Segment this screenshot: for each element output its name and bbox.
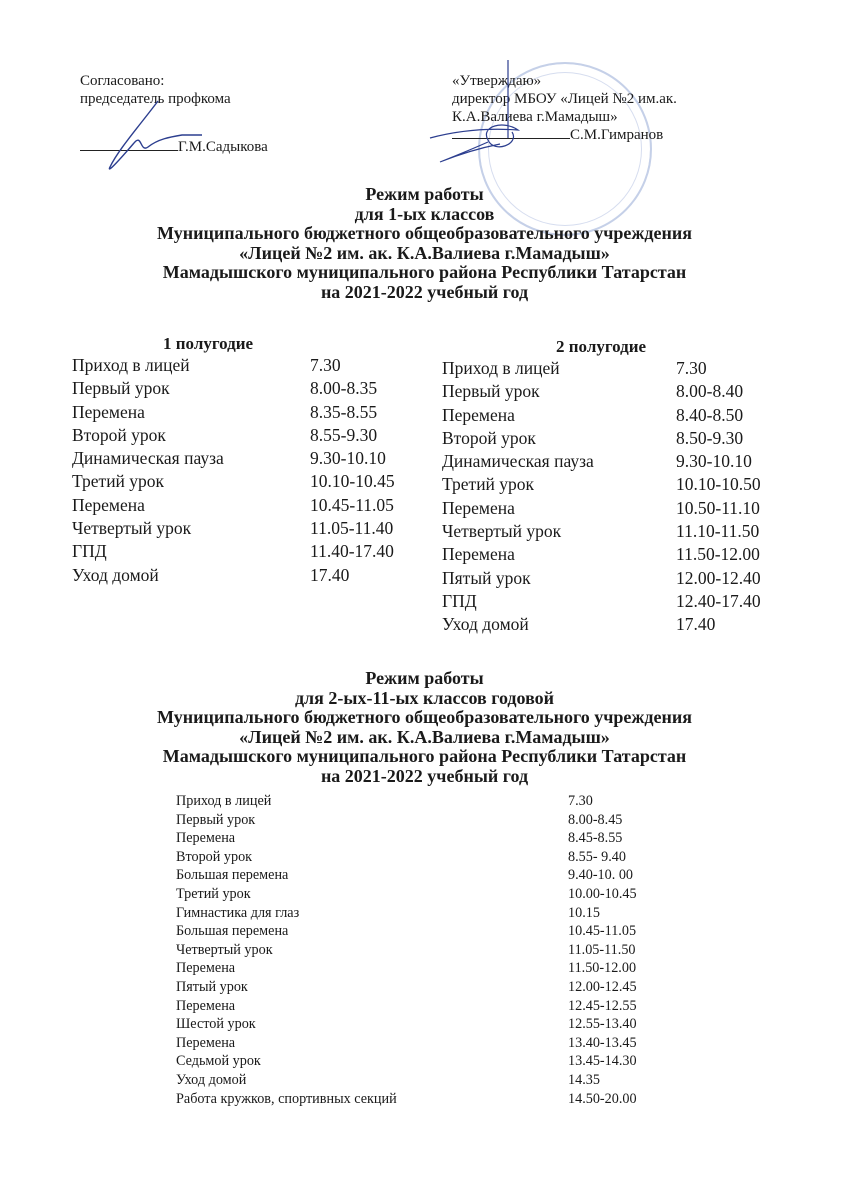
row-label: Пятый урок xyxy=(442,567,531,588)
schedule-row xyxy=(72,447,412,470)
schedule-row xyxy=(442,404,782,427)
row-label: Большая перемена xyxy=(176,923,289,940)
row-label: Первый урок xyxy=(72,378,170,399)
row-label: Третий урок xyxy=(442,474,535,495)
approval-left-position: председатель профкома xyxy=(80,91,231,107)
row-label: Второй урок xyxy=(72,424,166,445)
row-label: Перемена xyxy=(176,1034,236,1051)
schedule-row xyxy=(176,978,637,997)
section1-heading-line: Муниципального бюджетного общеобразовательного учреждения xyxy=(156,223,692,243)
section1-heading xyxy=(0,185,849,302)
row-time: 11.40-17.40 xyxy=(310,541,394,562)
schedule-row xyxy=(72,540,412,563)
row-label: Уход домой xyxy=(176,1071,247,1088)
half1-schedule xyxy=(72,354,412,587)
row-time: 10.50-11.10 xyxy=(676,497,760,518)
row-label: Работа кружков, спортивных секций xyxy=(176,1090,397,1107)
row-time: 17.40 xyxy=(310,564,350,585)
schedule-row xyxy=(176,829,623,848)
approval-right xyxy=(452,72,677,144)
section2-heading xyxy=(0,669,849,786)
row-time: 7.30 xyxy=(568,793,593,809)
schedule-row xyxy=(176,1052,637,1071)
section2-heading-line: для 2-ых-11-ых классов годовой xyxy=(294,687,555,708)
schedule-row xyxy=(72,470,412,493)
row-time: 10.15 xyxy=(568,904,600,921)
row-time: 14.50-20.00 xyxy=(568,1090,637,1107)
section2-heading-line: на 2021-2022 учебный год xyxy=(320,765,529,786)
row-label: Перемена xyxy=(442,497,515,518)
row-label: Динамическая пауза xyxy=(72,448,224,469)
schedule-row xyxy=(442,543,782,566)
row-time: 8.50-9.30 xyxy=(676,427,744,448)
row-time: 10.10-10.50 xyxy=(676,474,761,495)
schedule-row xyxy=(176,792,593,811)
approval-left-signer: Г.М.Садыкова xyxy=(178,139,268,155)
approval-left-title: Согласовано: xyxy=(80,73,165,89)
row-label: Второй урок xyxy=(442,427,536,448)
row-time: 9.40-10. 00 xyxy=(568,867,634,884)
section1-heading-line: для 1-ых классов xyxy=(354,203,495,224)
approval-left xyxy=(80,72,268,156)
row-time: 13.40-13.45 xyxy=(568,1034,637,1051)
row-label: Приход в лицей xyxy=(176,793,272,809)
row-label: Пятый урок xyxy=(176,978,248,995)
row-time: 8.55- 9.40 xyxy=(568,848,626,865)
row-time: 7.30 xyxy=(310,355,341,375)
schedule-row xyxy=(72,401,412,424)
section1-heading-line: Мамадышского муниципального района Республики Татарстан xyxy=(162,262,687,282)
row-time: 10.45-11.05 xyxy=(568,923,637,940)
row-time: 9.30-10.10 xyxy=(310,448,386,469)
row-label: Перемена xyxy=(176,997,236,1014)
row-label: Большая перемена xyxy=(176,867,289,884)
row-time: 8.00-8.35 xyxy=(310,378,378,399)
row-label: Перемена xyxy=(176,830,236,847)
row-label: Перемена xyxy=(72,401,145,422)
row-label: Уход домой xyxy=(72,564,159,585)
row-time: 10.00-10.45 xyxy=(568,885,637,902)
schedule-row xyxy=(72,564,412,587)
row-label: Шестой урок xyxy=(176,1016,256,1033)
row-time: 8.55-9.30 xyxy=(310,424,378,445)
schedule-row xyxy=(442,427,782,450)
section1-heading-line: Режим работы xyxy=(365,184,484,204)
approval-right-signer: С.М.Гимранов xyxy=(570,127,664,143)
schedule-row xyxy=(72,377,412,400)
row-label: Перемена xyxy=(442,544,515,565)
half2-schedule xyxy=(442,357,782,637)
section2-heading-line: «Лицей №2 им. ак. К.А.Валиева г.Мамадыш» xyxy=(239,726,610,747)
row-time: 13.45-14.30 xyxy=(568,1053,637,1070)
row-label: Третий урок xyxy=(72,471,165,492)
row-time: 11.05-11.40 xyxy=(310,518,394,539)
schedule-row xyxy=(176,1015,637,1034)
row-label: ГПД xyxy=(72,541,107,562)
row-label: Четвертый урок xyxy=(442,521,562,542)
row-time: 8.00-8.40 xyxy=(676,381,744,402)
row-time: 8.40-8.50 xyxy=(676,404,744,425)
half2-title: 2 полугодие xyxy=(556,337,647,356)
row-label: Динамическая пауза xyxy=(442,451,594,472)
row-label: Уход домой xyxy=(442,614,529,635)
approval-right-title: «Утверждаю» xyxy=(452,73,542,89)
schedule-row xyxy=(442,520,782,543)
schedule-row xyxy=(442,450,782,473)
row-time: 17.40 xyxy=(676,614,716,635)
row-time: 12.40-17.40 xyxy=(676,590,761,611)
row-label: Седьмой урок xyxy=(176,1053,261,1070)
row-time: 11.05-11.50 xyxy=(568,941,636,958)
schedule-row xyxy=(72,354,412,377)
row-label: Приход в лицей xyxy=(442,358,560,378)
schedule-row xyxy=(442,473,782,496)
row-time: 12.55-13.40 xyxy=(568,1016,637,1033)
schedule-row xyxy=(442,357,782,380)
section2-schedule xyxy=(176,792,637,1108)
row-time: 10.10-10.45 xyxy=(310,471,395,492)
signature-line xyxy=(452,138,570,139)
section2-heading-line: Мамадышского муниципального района Республики Татарстан xyxy=(162,746,687,766)
section2-heading-line: Режим работы xyxy=(365,668,484,688)
schedule-row xyxy=(72,424,412,447)
row-time: 11.10-11.50 xyxy=(676,521,760,542)
schedule-row xyxy=(72,517,412,540)
schedule-row xyxy=(442,590,782,613)
schedule-row xyxy=(176,885,637,904)
row-time: 14.35 xyxy=(568,1071,600,1088)
schedule-row xyxy=(176,866,634,885)
row-time: 11.50-12.00 xyxy=(676,544,760,565)
row-time: 12.45-12.55 xyxy=(568,997,637,1014)
schedule-row xyxy=(442,613,782,636)
row-label: Приход в лицей xyxy=(72,355,190,375)
row-time: 7.30 xyxy=(676,358,707,378)
approval-right-position-1: директор МБОУ «Лицей №2 им.ак. xyxy=(452,91,677,107)
schedule-row xyxy=(176,811,623,830)
row-label: ГПД xyxy=(442,590,477,611)
section1-heading-line: на 2021-2022 учебный год xyxy=(320,281,529,302)
row-time: 10.45-11.05 xyxy=(310,494,394,515)
row-label: Первый урок xyxy=(176,811,256,828)
half1-title: 1 полугодие xyxy=(163,334,254,353)
row-label: Гимнастика для глаз xyxy=(176,904,300,921)
schedule-row xyxy=(176,1034,637,1053)
row-label: Второй урок xyxy=(176,848,253,865)
row-time: 8.35-8.55 xyxy=(310,401,378,422)
schedule-row xyxy=(176,922,637,941)
approval-right-position-2: К.А.Валиева г.Мамадыш» xyxy=(452,109,618,125)
signature-line xyxy=(80,150,178,151)
schedule-row xyxy=(176,848,626,867)
row-time: 8.45-8.55 xyxy=(568,830,623,847)
schedule-row xyxy=(176,1090,637,1109)
schedule-row xyxy=(176,941,636,960)
row-time: 12.00-12.45 xyxy=(568,978,637,995)
row-label: Четвертый урок xyxy=(176,941,273,958)
row-time: 8.00-8.45 xyxy=(568,811,623,828)
row-label: Четвертый урок xyxy=(72,518,192,539)
schedule-row xyxy=(72,494,412,517)
row-label: Третий урок xyxy=(176,885,251,902)
row-time: 12.00-12.40 xyxy=(676,567,761,588)
row-label: Перемена xyxy=(72,494,145,515)
row-label: Перемена xyxy=(176,960,236,977)
schedule-row xyxy=(176,959,637,978)
row-label: Первый урок xyxy=(442,381,540,402)
row-time: 11.50-12.00 xyxy=(568,960,637,977)
schedule-row xyxy=(442,497,782,520)
section2-heading-line: Муниципального бюджетного общеобразовательного учреждения xyxy=(156,707,692,727)
row-time: 9.30-10.10 xyxy=(676,451,752,472)
row-label: Перемена xyxy=(442,404,515,425)
section1-heading-line: «Лицей №2 им. ак. К.А.Валиева г.Мамадыш» xyxy=(239,242,610,263)
schedule-row xyxy=(442,380,782,403)
schedule-row xyxy=(176,997,637,1016)
schedule-row xyxy=(442,567,782,590)
schedule-row xyxy=(176,904,600,923)
schedule-row xyxy=(176,1071,600,1090)
